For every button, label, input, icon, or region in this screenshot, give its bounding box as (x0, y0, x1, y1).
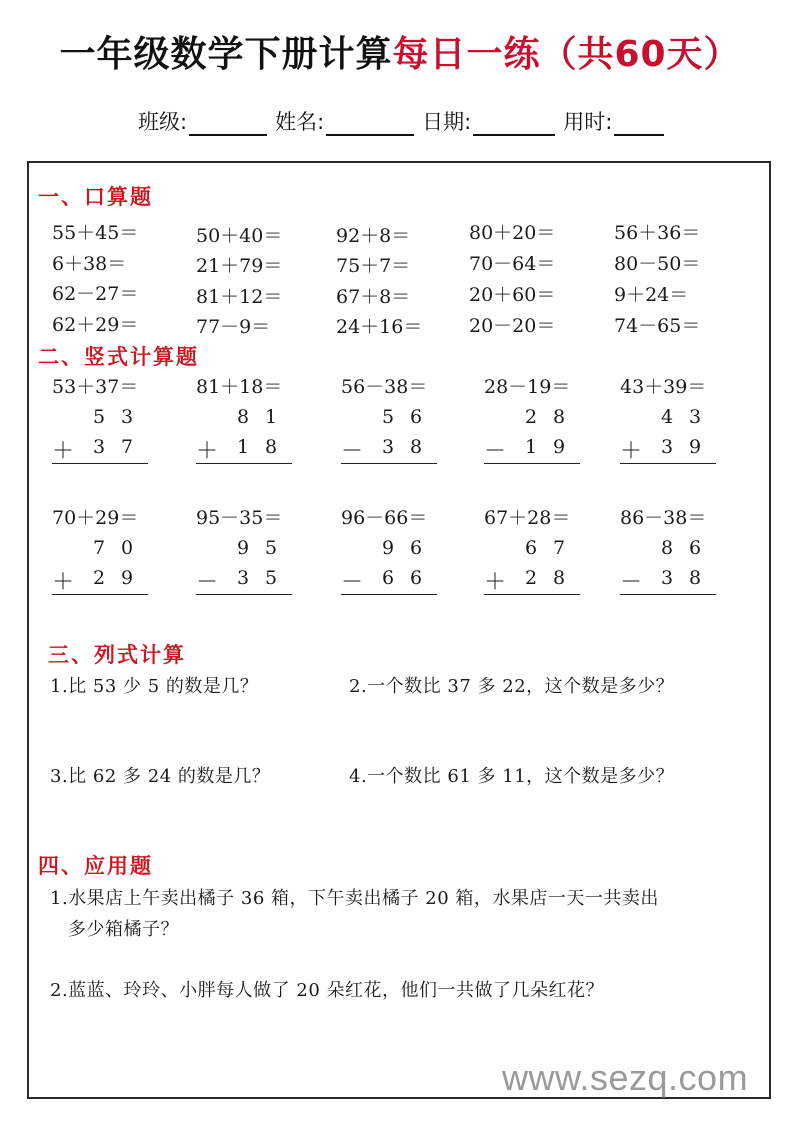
oral-problem: 81＋12＝ (196, 286, 283, 308)
oral-problem: 50＋40＝ (196, 225, 283, 247)
answer-line (620, 463, 716, 464)
class-field (138, 106, 267, 136)
top-ones: 1 (264, 406, 278, 428)
answer-line (52, 594, 148, 595)
bottom-tens: 3 (381, 436, 395, 458)
top-ones: 0 (120, 537, 134, 559)
oral-problem: 56＋36＝ (614, 222, 701, 244)
top-tens: 9 (381, 537, 395, 559)
written-question: 2.一个数比 37 多 22，这个数是多少？ (349, 676, 675, 697)
operator: ＋ (52, 570, 75, 595)
vertical-equation: 95－35＝ (196, 507, 283, 529)
bottom-tens: 1 (524, 436, 538, 458)
top-ones: 8 (552, 406, 566, 428)
word-problem-line: 多少箱橘子？ (68, 919, 179, 940)
oral-problem: 9＋24＝ (614, 284, 689, 306)
top-tens: 5 (381, 406, 395, 428)
oral-problem: 70－64＝ (469, 253, 556, 275)
bottom-ones: 7 (120, 436, 134, 458)
operator: ＋ (620, 439, 643, 464)
answer-line (52, 463, 148, 464)
name-field (275, 106, 414, 136)
title-highlight: 每日一练（共60天） (392, 34, 741, 75)
bottom-ones: 6 (409, 567, 423, 589)
class-label: 班级: (138, 110, 188, 134)
bottom-ones: 5 (264, 567, 278, 589)
vertical-equation: 81＋18＝ (196, 376, 283, 398)
oral-problem: 80＋20＝ (469, 222, 556, 244)
vertical-work-area (620, 404, 716, 484)
vertical-equation: 96－66＝ (341, 507, 428, 529)
vertical-work-area (196, 404, 292, 484)
date-field (422, 106, 555, 136)
operator: － (196, 570, 219, 595)
answer-line (484, 463, 580, 464)
oral-problem: 80－50＝ (614, 253, 701, 275)
operator: － (341, 439, 364, 464)
oral-problem: 21＋79＝ (196, 255, 283, 277)
word-problem-line: 2.蓝蓝、玲玲、小胖每人做了 20 朵红花，他们一共做了几朵红花？ (50, 980, 605, 1001)
bottom-ones: 9 (120, 567, 134, 589)
operator: － (620, 570, 643, 595)
top-ones: 3 (120, 406, 134, 428)
top-ones: 6 (688, 537, 702, 559)
top-ones: 3 (688, 406, 702, 428)
page-title (0, 30, 800, 80)
vertical-work-area (52, 404, 148, 484)
bottom-ones: 8 (552, 567, 566, 589)
oral-problem: 92＋8＝ (336, 225, 411, 247)
bottom-tens: 3 (660, 436, 674, 458)
top-tens: 9 (236, 537, 250, 559)
time-label: 用时: (563, 110, 613, 134)
oral-problem: 20＋60＝ (469, 284, 556, 306)
top-tens: 4 (660, 406, 674, 428)
section-title-oral: 一、口算题 (38, 185, 153, 209)
name-label: 姓名: (275, 110, 325, 134)
section-title-written: 三、列式计算 (48, 643, 186, 667)
top-tens: 5 (92, 406, 106, 428)
vertical-work-area (52, 535, 148, 615)
top-tens: 8 (660, 537, 674, 559)
operator: － (341, 570, 364, 595)
operator: ＋ (484, 570, 507, 595)
top-tens: 7 (92, 537, 106, 559)
bottom-tens: 3 (236, 567, 250, 589)
oral-problem: 62－27＝ (52, 283, 139, 305)
bottom-ones: 9 (688, 436, 702, 458)
answer-line (341, 463, 437, 464)
oral-problem: 77－9＝ (196, 316, 271, 338)
oral-problem: 20－20＝ (469, 315, 556, 337)
student-info-row (138, 100, 672, 136)
answer-line (196, 594, 292, 595)
vertical-equation: 67＋28＝ (484, 507, 571, 529)
date-label: 日期: (422, 110, 472, 134)
top-tens: 8 (236, 406, 250, 428)
top-ones: 6 (409, 537, 423, 559)
vertical-equation: 43＋39＝ (620, 376, 707, 398)
answer-line (196, 463, 292, 464)
vertical-work-area (341, 404, 437, 484)
bottom-tens: 3 (92, 436, 106, 458)
written-question: 4.一个数比 61 多 11，这个数是多少？ (349, 766, 675, 787)
answer-line (484, 594, 580, 595)
bottom-ones: 8 (264, 436, 278, 458)
top-tens: 2 (524, 406, 538, 428)
operator: － (484, 439, 507, 464)
vertical-work-area (620, 535, 716, 615)
vertical-equation: 56－38＝ (341, 376, 428, 398)
written-question: 3.比 62 多 24 的数是几？ (50, 766, 271, 787)
oral-problem: 55＋45＝ (52, 222, 139, 244)
top-tens: 6 (524, 537, 538, 559)
oral-problem: 75＋7＝ (336, 255, 411, 277)
time-field (563, 106, 664, 136)
bottom-ones: 8 (688, 567, 702, 589)
bottom-ones: 8 (409, 436, 423, 458)
watermark: www.sezq.com (502, 1057, 749, 1098)
time-blank[interactable] (614, 112, 664, 136)
top-ones: 6 (409, 406, 423, 428)
title-main: 一年级数学下册计算 (59, 34, 393, 75)
top-ones: 7 (552, 537, 566, 559)
class-blank[interactable] (189, 112, 267, 136)
vertical-equation: 53＋37＝ (52, 376, 139, 398)
date-blank[interactable] (473, 112, 555, 136)
bottom-ones: 9 (552, 436, 566, 458)
vertical-work-area (341, 535, 437, 615)
operator: ＋ (196, 439, 219, 464)
bottom-tens: 2 (524, 567, 538, 589)
oral-problem: 74－65＝ (614, 315, 701, 337)
bottom-tens: 6 (381, 567, 395, 589)
section-title-vertical: 二、竖式计算题 (38, 345, 199, 369)
operator: ＋ (52, 439, 75, 464)
oral-problem: 67＋8＝ (336, 286, 411, 308)
vertical-work-area (484, 535, 580, 615)
oral-problem: 62＋29＝ (52, 314, 139, 336)
top-ones: 5 (264, 537, 278, 559)
vertical-equation: 28－19＝ (484, 376, 571, 398)
word-problem-line: 1.水果店上午卖出橘子 36 箱，下午卖出橘子 20 箱，水果店一天一共卖出 (50, 888, 659, 909)
bottom-tens: 1 (236, 436, 250, 458)
vertical-work-area (484, 404, 580, 484)
vertical-work-area (196, 535, 292, 615)
vertical-equation: 86－38＝ (620, 507, 707, 529)
bottom-tens: 3 (660, 567, 674, 589)
section-title-word: 四、应用题 (38, 854, 153, 878)
written-question: 1.比 53 少 5 的数是几？ (50, 676, 259, 697)
vertical-equation: 70＋29＝ (52, 507, 139, 529)
answer-line (620, 594, 716, 595)
bottom-tens: 2 (92, 567, 106, 589)
oral-problem: 24＋16＝ (336, 316, 423, 338)
oral-problem: 6＋38＝ (52, 253, 127, 275)
name-blank[interactable] (326, 112, 414, 136)
answer-line (341, 594, 437, 595)
